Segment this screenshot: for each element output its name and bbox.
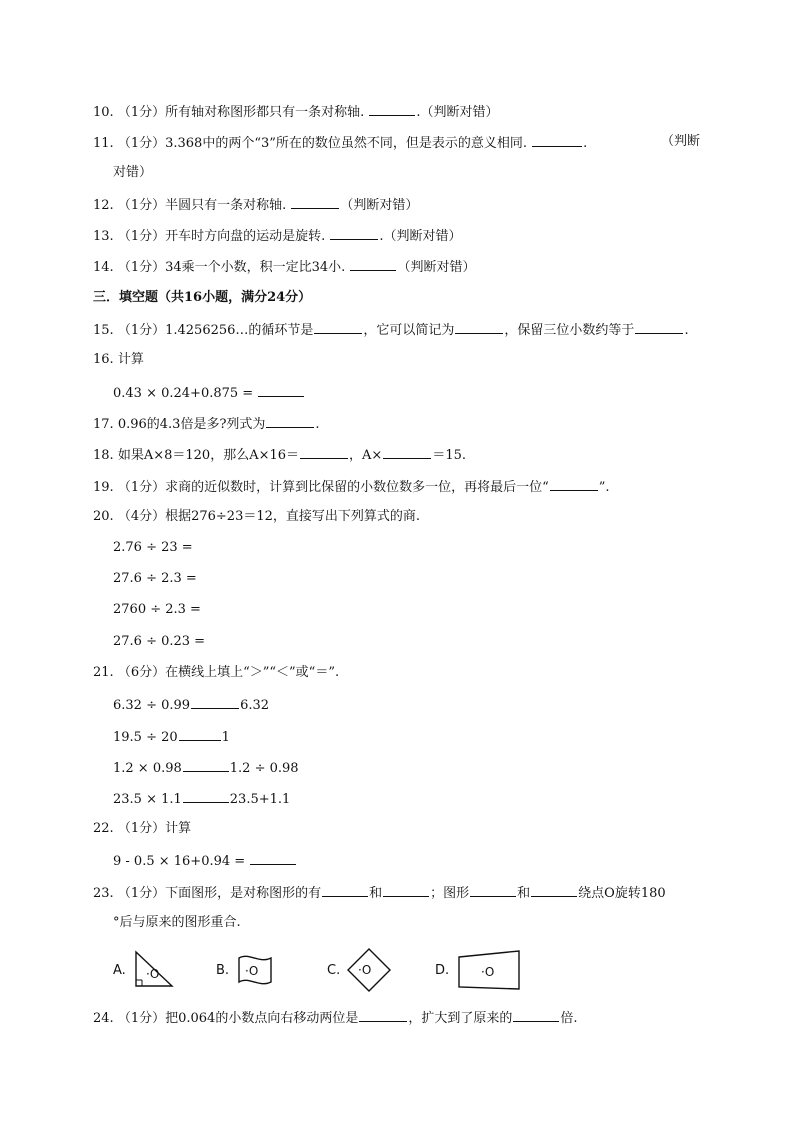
question-text: 绕点O旋转180 [578, 886, 666, 901]
answer-blank[interactable] [513, 1007, 559, 1022]
diamond-figure [346, 947, 392, 993]
comparison-left: 23.5 × 1.1 [113, 792, 182, 807]
question-text: （1分）把0.064的小数点向右移动两位是 [117, 1011, 359, 1026]
question-17 [93, 413, 320, 435]
expression: 0.43 × 0.24+0.875 = [113, 386, 254, 401]
answer-blank[interactable] [369, 101, 415, 116]
question-text: 和 [517, 886, 531, 901]
answer-blank[interactable] [266, 413, 314, 428]
question-number: 24. [93, 1011, 114, 1026]
expression: 2760 ÷ 2.3 = [113, 602, 201, 617]
comparison-row [113, 788, 290, 810]
answer-blank[interactable] [191, 694, 239, 709]
comparison-right: 23.5+1.1 [229, 792, 291, 807]
question-number: 16. [93, 352, 114, 367]
question-text: （4分）根据276÷23＝12，直接写出下列算式的商. [117, 509, 421, 524]
answer-blank[interactable] [314, 319, 362, 334]
point-o-label: ·O [145, 967, 160, 981]
answer-blank[interactable] [322, 882, 368, 897]
expression: 27.6 ÷ 2.3 = [113, 571, 197, 586]
question-text: 和 [369, 886, 383, 901]
point-o-label: ·O [245, 964, 259, 978]
expression-line [113, 382, 305, 404]
question-text: （1分）求商的近似数时，计算到比保留的小数位数多一位，再将最后一位“ [117, 480, 549, 495]
comparison-right: 6.32 [240, 698, 270, 713]
question-23-continued: °后与原来的图形重合. [113, 915, 241, 930]
question-text: ，扩大到了原来的 [408, 1011, 513, 1026]
comparison-left: 6.32 ÷ 0.99 [113, 698, 191, 713]
question-number: 23. [93, 886, 114, 901]
judge-label-1: （判断 [660, 134, 700, 149]
comparison-left: 1.2 × 0.98 [113, 761, 182, 776]
comparison-right: 1.2 ÷ 0.98 [229, 761, 299, 776]
question-text: （1分）下面图形，是对称图形的有 [117, 886, 322, 901]
figure-b [216, 942, 275, 998]
question-tail: （判断对错） [397, 260, 476, 275]
answer-blank[interactable] [183, 757, 229, 772]
question-23 [93, 882, 666, 904]
question-12 [93, 194, 418, 216]
question-18 [93, 444, 466, 466]
question-16 [93, 350, 144, 370]
question-15 [93, 319, 689, 341]
question-number: 15. [93, 323, 114, 338]
answer-blank[interactable] [291, 194, 339, 209]
answer-blank[interactable] [383, 444, 431, 459]
question-text: ；图形 [430, 886, 470, 901]
question-text: 0.96的4.3倍是多?列式为 [117, 417, 266, 432]
question-11 [93, 132, 587, 154]
question-number: 22. [93, 821, 114, 836]
question-tail: （判断对错） [340, 198, 419, 213]
judge-label-2: 对错） [113, 165, 153, 180]
question-number: 10. [93, 105, 114, 120]
question-text: ，A× [349, 448, 383, 463]
figure-label: D. [435, 962, 450, 978]
answer-blank[interactable] [359, 1007, 407, 1022]
answer-blank[interactable] [455, 319, 503, 334]
answer-blank[interactable] [470, 882, 516, 897]
comparison-right: 1 [221, 730, 230, 745]
question-number: 20. [93, 509, 114, 524]
question-text: （1分）半圆只有一条对称轴. [117, 198, 287, 213]
question-number: 11. [93, 136, 114, 151]
question-tail: ”. [598, 480, 610, 495]
flag-shape-figure [235, 950, 275, 990]
question-21 [93, 663, 339, 683]
comparison-row [113, 757, 299, 779]
answer-blank[interactable] [383, 882, 429, 897]
answer-blank[interactable] [183, 788, 229, 803]
question-20 [93, 507, 420, 527]
question-number: 21. [93, 665, 114, 680]
question-text: 如果A×8＝120，那么A×16＝ [117, 448, 300, 463]
question-text: （1分）计算 [117, 821, 192, 836]
question-tail: .（判断对错） [416, 105, 499, 120]
question-tail: . [583, 136, 588, 151]
figure-a [113, 942, 176, 998]
answer-blank[interactable] [330, 225, 378, 240]
comparison-row [113, 726, 230, 748]
question-24 [93, 1007, 577, 1029]
question-tail: .（判断对错） [379, 229, 462, 244]
figure-label: C. [327, 962, 341, 978]
figure-row [113, 942, 533, 998]
question-text: （1分）所有轴对称图形都只有一条对称轴. [117, 105, 365, 120]
question-10 [93, 101, 499, 123]
question-tail: ＝15. [432, 448, 466, 463]
answer-blank[interactable] [300, 444, 348, 459]
question-number: 14. [93, 260, 114, 275]
answer-blank[interactable] [350, 256, 396, 271]
question-22 [93, 819, 191, 839]
question-14 [93, 256, 475, 278]
answer-blank[interactable] [250, 850, 296, 865]
expression: 27.6 ÷ 0.23 = [113, 634, 206, 649]
expression: 9 - 0.5 × 16+0.94 = [113, 854, 246, 869]
expression-line [113, 850, 297, 872]
comparison-row [113, 694, 269, 716]
question-text: ，它可以简记为 [363, 323, 455, 338]
figure-label: B. [216, 962, 230, 978]
question-number: 12. [93, 198, 114, 213]
figure-label: A. [113, 962, 126, 978]
question-number: 13. [93, 229, 114, 244]
question-number: 17. [93, 417, 114, 432]
figure-d [435, 942, 523, 998]
answer-blank[interactable] [635, 319, 683, 334]
figure-c [327, 942, 392, 998]
question-text: （1分）开车时方向盘的运动是旋转. [117, 229, 326, 244]
answer-blank[interactable] [258, 382, 304, 397]
question-text: （1分）34乘一个小数，积一定比34小. [117, 260, 346, 275]
point-o-label: ·O [481, 965, 495, 979]
question-number: 19. [93, 480, 114, 495]
answer-blank[interactable] [179, 726, 221, 741]
point-o-label: ·O [358, 963, 372, 977]
answer-blank[interactable] [532, 132, 582, 147]
comparison-left: 19.5 ÷ 20 [113, 730, 178, 745]
expression: 2.76 ÷ 23 = [113, 540, 193, 555]
question-tail: . [315, 417, 320, 432]
question-text: （1分）1.4256256…的循环节是 [117, 323, 314, 338]
question-19 [93, 476, 610, 498]
question-number: 18. [93, 448, 114, 463]
section-heading: 三．填空题（共16小题，满分24分） [93, 290, 312, 305]
trapezoid-figure [455, 949, 523, 991]
answer-blank[interactable] [550, 476, 598, 491]
right-triangle-figure [132, 950, 176, 990]
question-text: （6分）在横线上填上“＞”“＜”或“＝”. [117, 665, 340, 680]
question-13 [93, 225, 462, 247]
question-text: 计算 [117, 352, 144, 367]
question-tail: 倍. [560, 1011, 578, 1026]
question-text: ，保留三位小数约等于 [504, 323, 635, 338]
answer-blank[interactable] [531, 882, 577, 897]
question-tail: . [684, 323, 689, 338]
question-text: （1分）3.368中的两个“3”所在的数位虽然不同，但是表示的意义相同. [117, 136, 528, 151]
